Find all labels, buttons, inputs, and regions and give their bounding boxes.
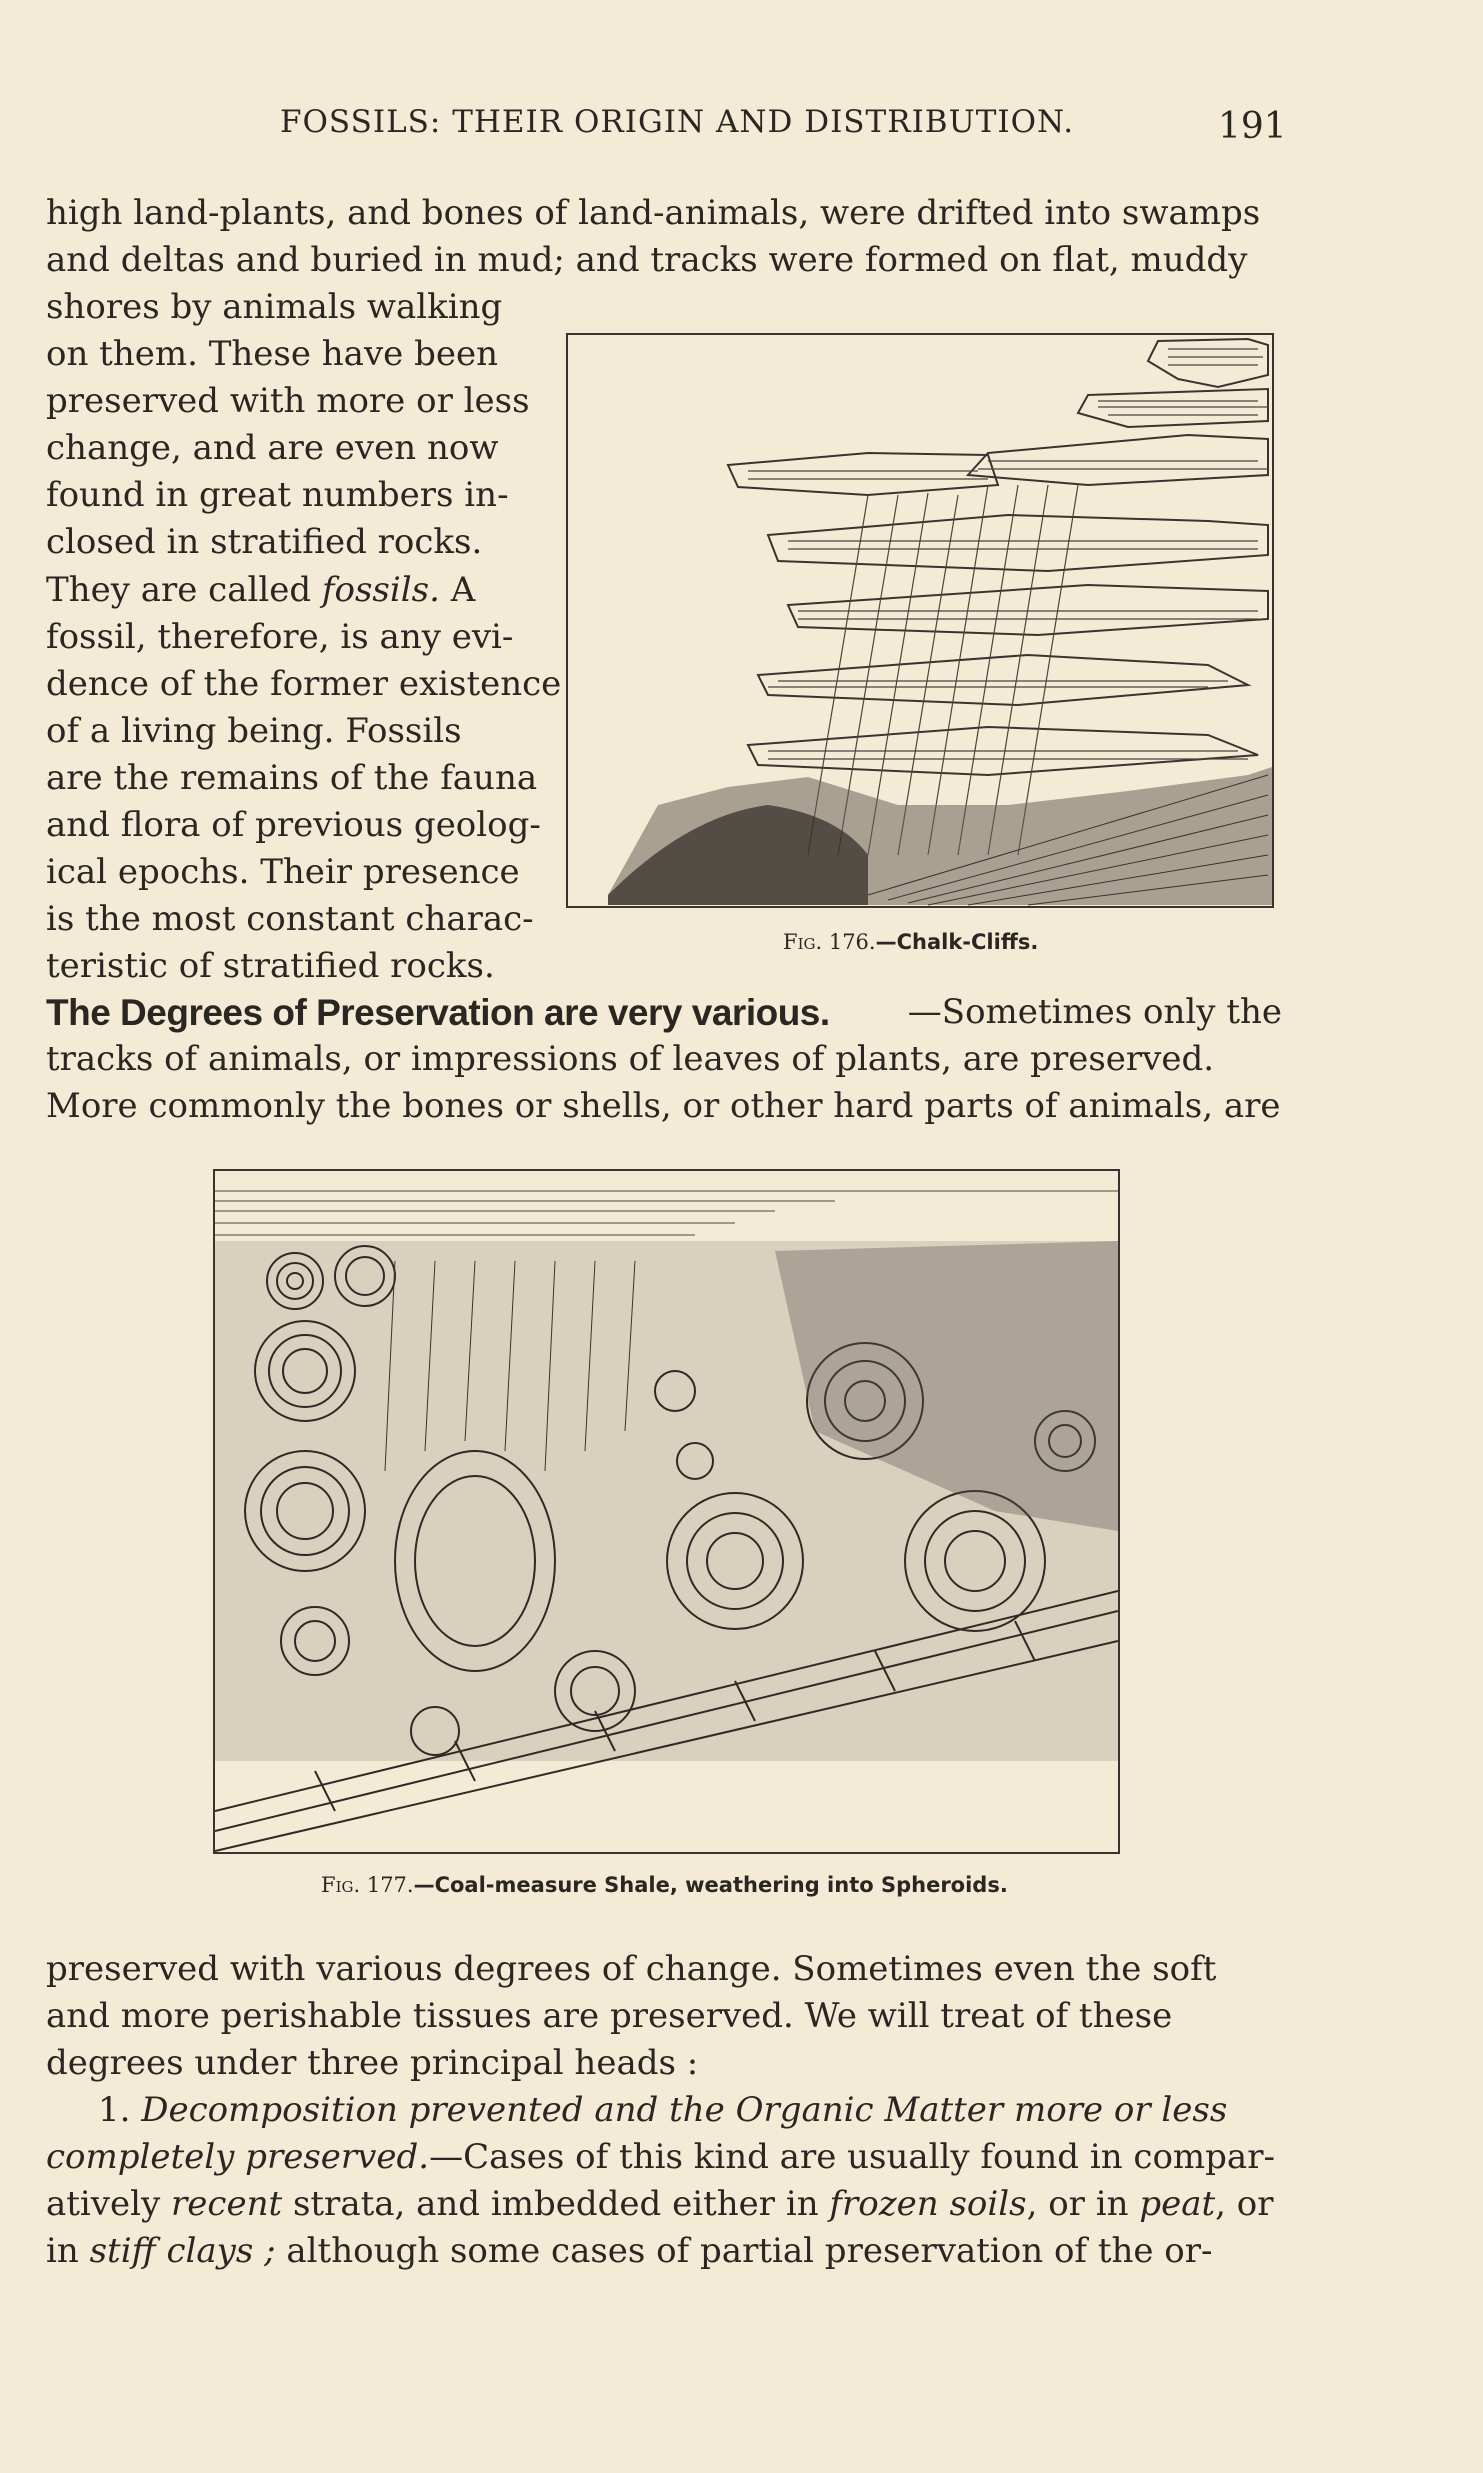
text-line: [46, 2134, 1282, 2181]
paragraph-intro: [46, 190, 1282, 284]
text-line: and more perishable tissues are preserved. We will treat of these: [46, 1996, 1173, 2036]
paragraph-degrees: [46, 989, 1282, 1130]
text-line: and deltas and buried in mud; and tracks were formed on flat, muddy: [46, 240, 1248, 280]
item-title: Decomposition prevented and the Organic Matter more or less: [141, 2090, 1228, 2130]
figure-177-label: Fig. 177.: [321, 1873, 414, 1897]
text-line: degrees under three principal heads :: [46, 2043, 699, 2083]
coal-shale-illustration: [215, 1171, 1118, 1852]
figure-176-title: —Chalk-Cliffs.: [875, 930, 1039, 954]
figure-177-title: —Coal-measure Shale, weathering into Spheroids.: [413, 1873, 1008, 1897]
text-span: , or: [1215, 2184, 1274, 2224]
text-span: although some cases of partial preservation of the or-: [275, 2231, 1213, 2271]
text-line: [46, 2181, 1282, 2228]
text-line: on them. These have been: [46, 334, 498, 375]
text-span: strata, and imbedded either in: [282, 2184, 830, 2224]
text-line: high land-plants, and bones of land-animals, were drifted into swamps: [46, 193, 1261, 233]
text-line: closed in stratified rocks.: [46, 522, 483, 563]
text-span: They are called: [46, 569, 322, 610]
text-span: , or in: [1026, 2184, 1140, 2224]
text-line: and flora of previous geolog-: [46, 805, 541, 846]
text-line: More commonly the bones or shells, or other hard parts of animals, are: [46, 1086, 1281, 1126]
figure-176-caption: [783, 930, 1038, 954]
text-line: change, and are even now: [46, 428, 499, 469]
text-span: in: [46, 2231, 90, 2271]
figure-coal-measure-shale: [213, 1169, 1120, 1854]
page-number: 191: [1218, 106, 1287, 147]
text-span: A: [439, 569, 476, 610]
paragraph-preserved: [46, 1946, 1282, 2275]
text-line: fossil, therefore, is any evi-: [46, 616, 514, 657]
text-line: tracks of animals, or impressions of leaves of plants, are preserved.: [46, 1039, 1215, 1079]
figure-176-label: Fig. 176.: [783, 930, 876, 954]
running-head-title: FOSSILS: THEIR ORIGIN AND DISTRIBUTION.: [280, 104, 1075, 140]
term-recent: recent: [171, 2184, 283, 2224]
text-line: preserved with more or less: [46, 381, 530, 422]
item-title-cont: completely preserved.: [46, 2137, 430, 2177]
term-frozen-soils: frozen soils: [829, 2184, 1027, 2224]
term-peat: peat: [1139, 2184, 1216, 2224]
text-line: [46, 2087, 1282, 2134]
item-number: 1.: [98, 2090, 142, 2130]
fossils-term: fossils.: [321, 569, 440, 610]
text-line: shores by animals walking: [46, 287, 503, 327]
text-span: atively: [46, 2184, 172, 2224]
text-line: is the most constant charac-: [46, 899, 534, 940]
running-header: [0, 104, 1483, 147]
text-line: ical epochs. Their presence: [46, 852, 520, 893]
text-line: [46, 567, 540, 614]
section-heading: The Degrees of Preservation are very various.: [46, 992, 830, 1033]
figure-chalk-cliffs: [566, 333, 1274, 908]
text-line: [46, 2228, 1282, 2275]
text-line: dence of the former existence: [46, 663, 562, 704]
text-span: —Sometimes only the: [907, 992, 1282, 1032]
paragraph-fossils-column: [46, 284, 562, 990]
text-line: found in great numbers in-: [46, 475, 509, 516]
chalk-cliffs-illustration: [568, 335, 1272, 906]
term-stiff-clays: stiff clays ;: [89, 2231, 276, 2271]
text-line: are the remains of the fauna: [46, 757, 538, 798]
text-line: of a living being. Fossils: [46, 710, 462, 751]
figure-177-caption: [321, 1873, 1008, 1897]
text-line: [46, 989, 1282, 1036]
text-line: teristic of stratified rocks.: [46, 946, 495, 987]
text-line: preserved with various degrees of change. Sometimes even the soft: [46, 1949, 1217, 1989]
text-span: —Cases of this kind are usually found in compar-: [429, 2137, 1275, 2177]
